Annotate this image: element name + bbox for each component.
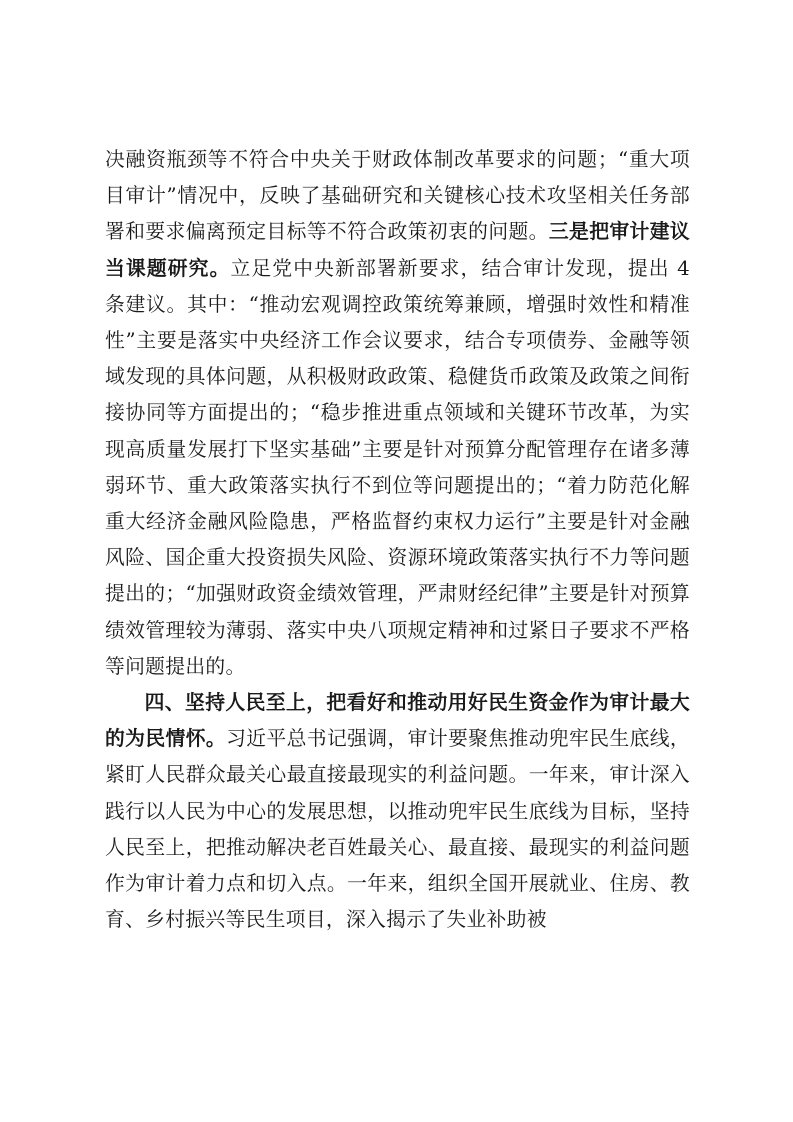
paragraph-text: 习近平总书记强调，审计要聚焦推动兜牢民生底线，紧盯人民群众最关心最直接最现实的利益问题。一年来，审计深入践行以人民为中心的发展思想，以推动兜牢民生底线为目标，坚持人民至上，把推动解决老百姓最关心、最直接、最现实的利益问题作为审计着力点和切入点。一年来，组织全国开展就业、住房、教育、乡村振兴等民生项目，深入揭示了失业补助被 [105,727,690,932]
bold-heading-third-point: 三是把审计建议当课题研究。 [105,220,690,280]
paragraph-people-first [105,685,690,938]
paragraph-text: 立足党中央新部署新要求，结合审计发现，提出 4 条建议。其中：“推动宏观调控政策统筹兼顾，增强时效性和精准性”主要是落实中央经济工作会议要求，结合专项债券、金融等领域发现的具体问题，从积极财政政策、稳健货币政策及政策之间衔接协同等方面提出的；“稳步推进重点领域和关键环节改革，为实现高质量发展打下坚实基础”主要是针对预算分配管理存在诸多薄弱环节、重大政策落实执行不到位等问题提出的；“着力防范化解重大经济金融风险隐患，严格监督约束权力运行”主要是针对金融风险、国企重大投资损失风险、资源环境政策落实执行不力等问题提出的；“加强财政资金绩效管理，严肃财经纪律”主要是针对预算绩效管理较为薄弱、落实中央八项规定精神和过紧日子要求不严格等问题提出的。 [105,256,690,678]
paragraph-text: 决融资瓶颈等不符合中央关于财政体制改革要求的问题；“重大项目审计”情况中，反映了基础研究和关键核心技术攻坚相关任务部署和要求偏离预定目标等不符合政策初衷的问题。 [105,148,690,244]
document-body [105,142,690,938]
bold-heading-section-four: 四、坚持人民至上，把看好和推动用好民生资金作为审计最大的为民情怀。 [105,691,690,751]
paragraph-audit-suggestions [105,142,690,685]
